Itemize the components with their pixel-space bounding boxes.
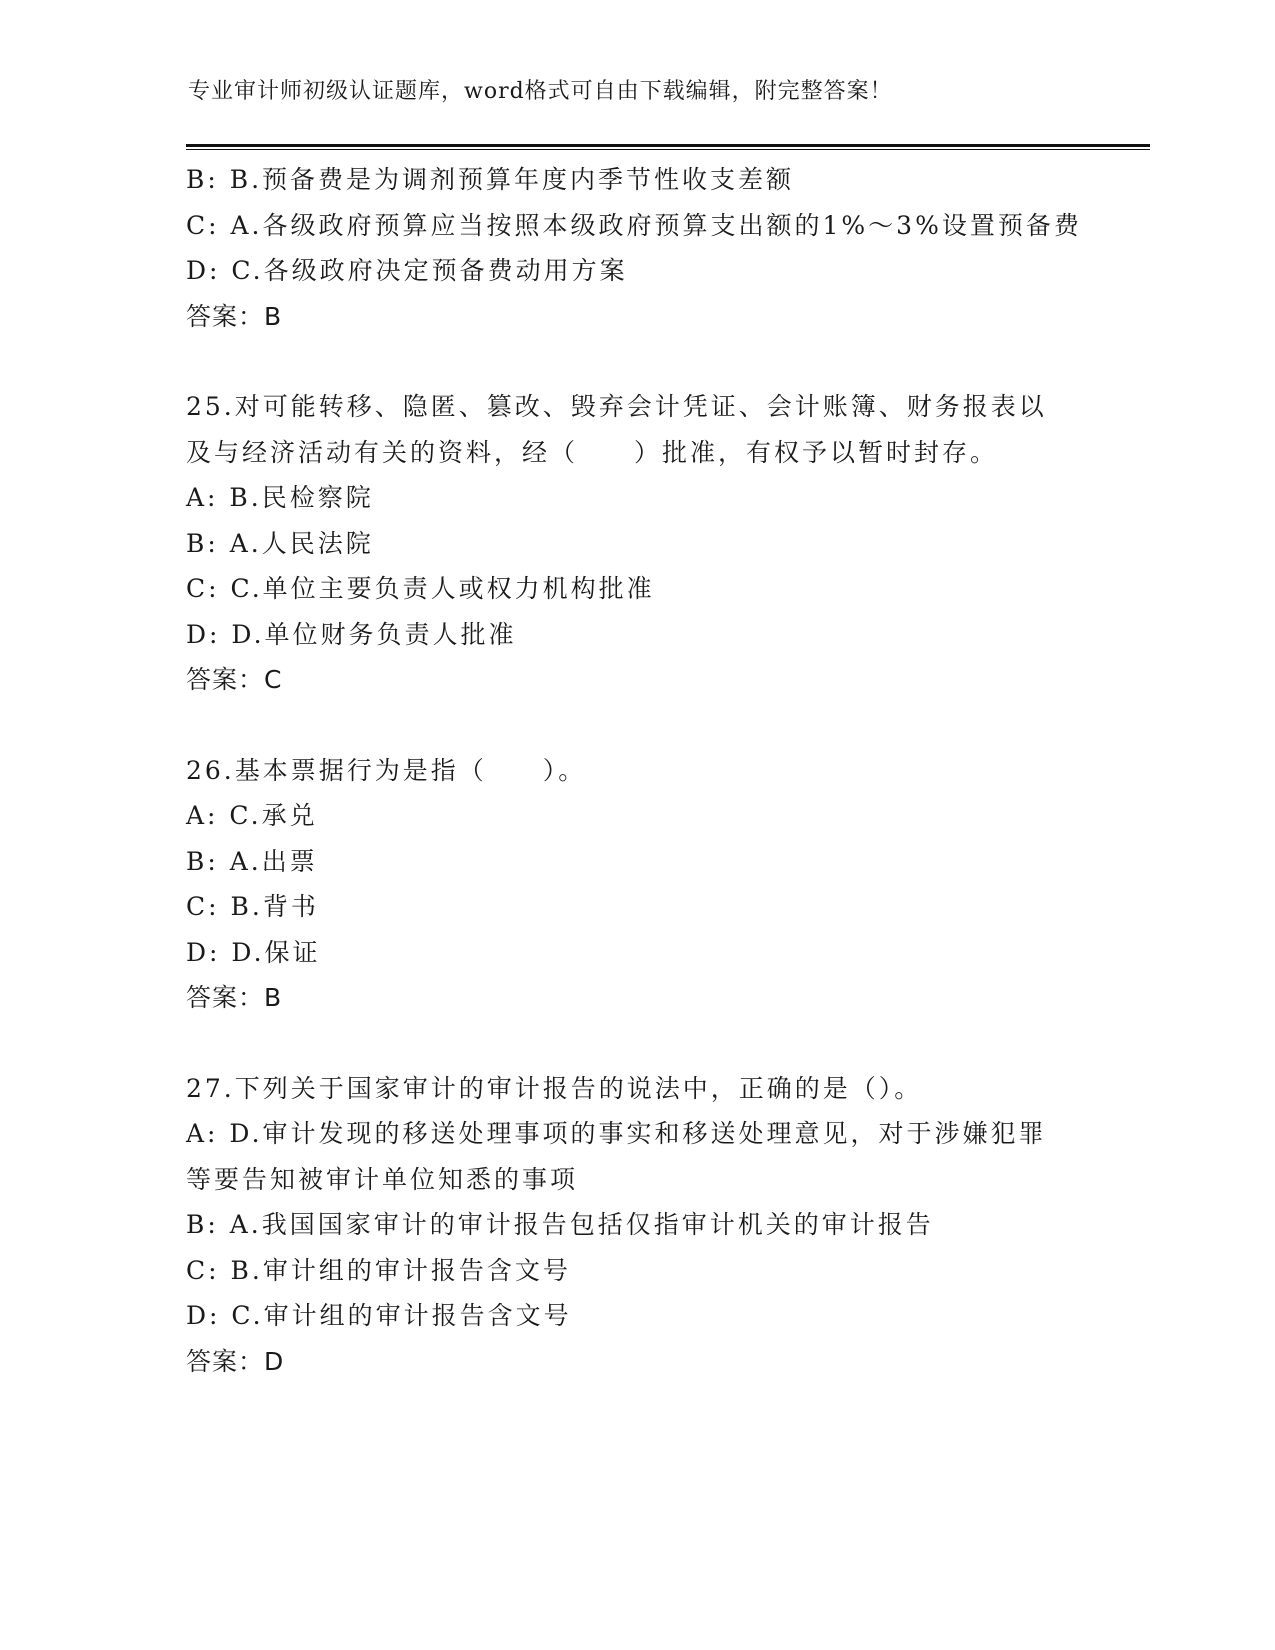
option-b: B: A.出票 bbox=[186, 846, 318, 876]
question-content bbox=[186, 157, 1086, 1384]
option-b: B: A.我国国家审计的审计报告包括仅指审计机关的审计报告 bbox=[186, 1210, 934, 1239]
spacer bbox=[186, 703, 1086, 748]
option-d: D: D.保证 bbox=[186, 937, 321, 967]
option-d: D: D.单位财务负责人批准 bbox=[186, 619, 517, 649]
answer-line: 答案：B bbox=[186, 301, 283, 331]
question-stem: 27.下列关于国家审计的审计报告的说法中，正确的是（）。 bbox=[186, 1073, 923, 1103]
option-d: D: C.各级政府决定预备费动用方案 bbox=[186, 256, 628, 285]
question-24-continued bbox=[186, 157, 1086, 339]
option-a: A: D.审计发现的移送处理事项的事实和移送处理意见，对于涉嫌犯罪 bbox=[186, 1119, 1047, 1148]
page-header-text: 专业审计师初级认证题库，word格式可自由下载编辑，附完整答案！ bbox=[188, 79, 893, 104]
question-stem: 25.对可能转移、隐匿、篡改、毁弃会计凭证、会计账簿、财务报表以 bbox=[186, 392, 1047, 421]
question-25 bbox=[186, 384, 1086, 703]
option-a: A: C.承兑 bbox=[186, 801, 318, 830]
option-c: C: A.各级政府预算应当按照本级政府预算支出额的1%～3%设置预备费 bbox=[186, 210, 1082, 240]
option-b: B: A.人民法院 bbox=[186, 528, 374, 558]
question-26 bbox=[186, 748, 1086, 1021]
answer-line: 答案：C bbox=[186, 665, 283, 694]
question-27 bbox=[186, 1066, 1086, 1385]
header-divider bbox=[186, 144, 1150, 150]
question-stem: 及与经济活动有关的资料，经（ ）批准，有权予以暂时封存。 bbox=[186, 437, 999, 467]
question-stem: 26.基本票据行为是指（ ）。 bbox=[186, 755, 587, 785]
option-b: B: B.预备费是为调剂预算年度内季节性收支差额 bbox=[186, 165, 795, 194]
spacer bbox=[186, 1021, 1086, 1066]
option-c: C: B.背书 bbox=[186, 892, 319, 921]
spacer bbox=[186, 339, 1086, 384]
option-a: A: B.民检察院 bbox=[186, 483, 374, 512]
option-d: D: C.审计组的审计报告含文号 bbox=[186, 1301, 572, 1330]
option-c: C: B.审计组的审计报告含文号 bbox=[186, 1255, 571, 1285]
answer-line: 答案：D bbox=[186, 1346, 285, 1376]
answer-line: 答案：B bbox=[186, 983, 283, 1012]
option-c: C: C.单位主要负责人或权力机构批准 bbox=[186, 574, 655, 603]
option-a-continued: 等要告知被审计单位知悉的事项 bbox=[186, 1164, 579, 1194]
